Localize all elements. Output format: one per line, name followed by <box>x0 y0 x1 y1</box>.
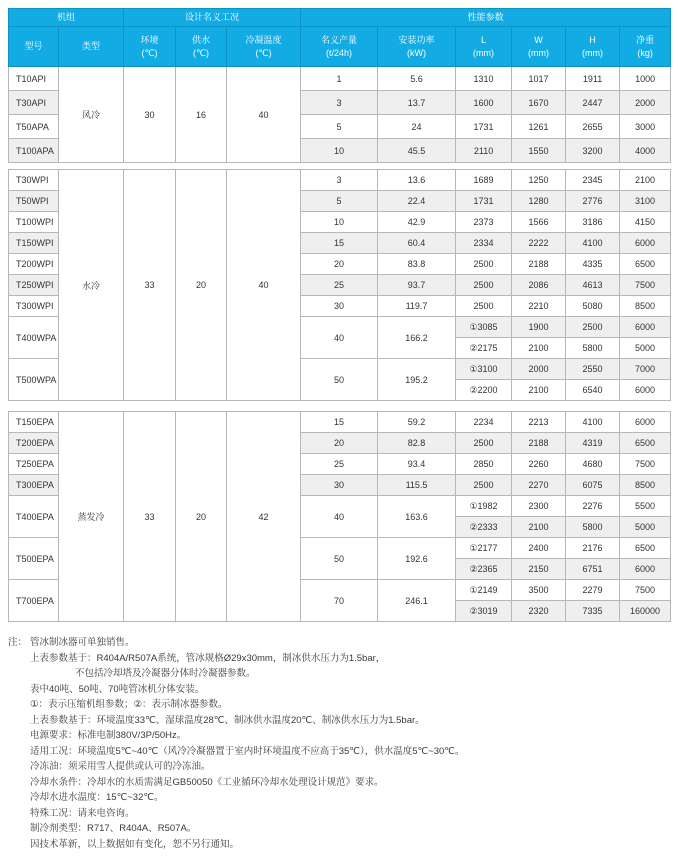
cell-net-weight: 7500 <box>620 454 671 475</box>
cell-ambient-temp: 33 <box>124 412 176 622</box>
cell-length: ②2175 <box>456 338 512 359</box>
cell-height: 7335 <box>566 601 620 622</box>
cell-length: 2850 <box>456 454 512 475</box>
cell-width: 2270 <box>512 475 566 496</box>
cell-power: 246.1 <box>378 580 456 622</box>
cell-power: 22.4 <box>378 191 456 212</box>
table-row <box>9 67 671 91</box>
cell-height: 5800 <box>566 338 620 359</box>
header-group-1: 设计名义工况 <box>124 9 301 27</box>
cell-supply-temp: 20 <box>176 412 227 622</box>
cell-net-weight: 4150 <box>620 212 671 233</box>
header-col-4: 冷凝温度 (℃) <box>227 27 301 67</box>
cell-model: T250EPA <box>9 454 59 475</box>
cell-width: 1670 <box>512 91 566 115</box>
cell-condensing-temp: 40 <box>227 170 301 401</box>
cell-capacity: 10 <box>301 212 378 233</box>
cell-capacity: 15 <box>301 233 378 254</box>
cell-width: 1261 <box>512 115 566 139</box>
cell-model: T100WPI <box>9 212 59 233</box>
cell-power: 163.6 <box>378 496 456 538</box>
cell-width: 1280 <box>512 191 566 212</box>
cell-capacity: 30 <box>301 296 378 317</box>
note-line-4: 表中40吨、50吨、70吨管冰机分体安装。 <box>30 683 205 695</box>
cell-net-weight: 8500 <box>620 475 671 496</box>
cell-net-weight: 6500 <box>620 538 671 559</box>
cell-height: 3200 <box>566 139 620 163</box>
cell-power: 93.4 <box>378 454 456 475</box>
note-line-9: 冷冻油：须采用雪人提供或认可的冷冻油。 <box>30 761 211 772</box>
cell-height: 2276 <box>566 496 620 517</box>
cell-capacity: 15 <box>301 412 378 433</box>
spec-table-block-0 <box>8 8 671 163</box>
cell-power: 115.5 <box>378 475 456 496</box>
header-col-5: 名义产量 (t/24h) <box>301 27 378 67</box>
cell-length: 1731 <box>456 115 512 139</box>
note-line-13: 制冷剂类型：R717、R404A、R507A。 <box>30 823 197 834</box>
cell-net-weight: 7500 <box>620 580 671 601</box>
cell-net-weight: 6000 <box>620 559 671 580</box>
cell-capacity: 25 <box>301 275 378 296</box>
cell-type: 水冷 <box>59 170 124 401</box>
cell-model: T150WPI <box>9 233 59 254</box>
cell-capacity: 50 <box>301 538 378 580</box>
cell-power: 13.6 <box>378 170 456 191</box>
cell-width: 2210 <box>512 296 566 317</box>
cell-width: 1900 <box>512 317 566 338</box>
note-line-7: 电源要求：标准电制380V/3P/50Hz。 <box>30 730 187 741</box>
cell-model: T50APA <box>9 115 59 139</box>
cell-ambient-temp: 33 <box>124 170 176 401</box>
cell-power: 13.7 <box>378 91 456 115</box>
cell-capacity: 10 <box>301 139 378 163</box>
cell-power: 82.8 <box>378 433 456 454</box>
table-row <box>9 170 671 191</box>
cell-width: 2188 <box>512 254 566 275</box>
cell-capacity: 50 <box>301 359 378 401</box>
header-col-1: 类型 <box>59 27 124 67</box>
cell-capacity: 5 <box>301 191 378 212</box>
note-line-14: 因技术革新，以上数据如有变化，恕不另行通知。 <box>30 838 240 850</box>
cell-power: 166.2 <box>378 317 456 359</box>
cell-net-weight: 6500 <box>620 433 671 454</box>
cell-net-weight: 6000 <box>620 412 671 433</box>
cell-height: 2279 <box>566 580 620 601</box>
header-col-3: 供水 (℃) <box>176 27 227 67</box>
cell-power: 59.2 <box>378 412 456 433</box>
cell-width: 2400 <box>512 538 566 559</box>
note-line-5: ①：表示压缩机组参数；②：表示制冰器参数。 <box>30 699 228 710</box>
cell-capacity: 40 <box>301 317 378 359</box>
cell-power: 93.7 <box>378 275 456 296</box>
cell-height: 6540 <box>566 380 620 401</box>
cell-length: 2373 <box>456 212 512 233</box>
cell-length: ②2365 <box>456 559 512 580</box>
cell-net-weight: 8500 <box>620 296 671 317</box>
cell-model: T400EPA <box>9 496 59 538</box>
cell-length: 2500 <box>456 275 512 296</box>
cell-capacity: 20 <box>301 433 378 454</box>
cell-height: 4100 <box>566 233 620 254</box>
cell-power: 60.4 <box>378 233 456 254</box>
cell-capacity: 3 <box>301 170 378 191</box>
cell-model: T100APA <box>9 139 59 163</box>
cell-net-weight: 5500 <box>620 496 671 517</box>
cell-height: 2176 <box>566 538 620 559</box>
cell-net-weight: 7500 <box>620 275 671 296</box>
cell-net-weight: 6000 <box>620 317 671 338</box>
cell-net-weight: 6000 <box>620 233 671 254</box>
cell-length: ①1982 <box>456 496 512 517</box>
cell-capacity: 40 <box>301 496 378 538</box>
cell-capacity: 30 <box>301 475 378 496</box>
note-line-12: 特殊工况：请来电咨询。 <box>30 807 135 819</box>
note-line-11: 冷却水进水温度：15℃~32℃。 <box>30 792 164 803</box>
cell-net-weight: 3100 <box>620 191 671 212</box>
cell-model: T10API <box>9 67 59 91</box>
header-col-6: 安装功率 (kW) <box>378 27 456 67</box>
cell-height: 1911 <box>566 67 620 91</box>
cell-net-weight: 1000 <box>620 67 671 91</box>
cell-width: 2100 <box>512 380 566 401</box>
note-line-6: 上表参数基于：环境温度33℃、湿球温度28℃、制冰供水温度20℃、制冰供水压力为1.5bar。 <box>30 714 425 726</box>
header-col-8: W (mm) <box>512 27 566 67</box>
cell-height: 4335 <box>566 254 620 275</box>
cell-model: T200WPI <box>9 254 59 275</box>
note-line-8: 适用工况：环境温度5℃~40℃（风冷冷凝器置于室内时环境温度不应高于35℃），供水温度5℃~30℃。 <box>30 745 465 757</box>
cell-net-weight: 5000 <box>620 338 671 359</box>
cell-height: 4319 <box>566 433 620 454</box>
cell-model: T300WPI <box>9 296 59 317</box>
cell-width: 2100 <box>512 517 566 538</box>
cell-model: T150EPA <box>9 412 59 433</box>
spec-table-block-2 <box>8 411 671 622</box>
cell-width: 3500 <box>512 580 566 601</box>
cell-power: 83.8 <box>378 254 456 275</box>
cell-width: 2320 <box>512 601 566 622</box>
notes-section <box>8 635 670 852</box>
cell-height: 5800 <box>566 517 620 538</box>
cell-ambient-temp: 30 <box>124 67 176 163</box>
cell-length: ①3100 <box>456 359 512 380</box>
cell-length: 2500 <box>456 475 512 496</box>
note-line-1: 管冰制冰器可单独销售。 <box>30 637 135 648</box>
note-line-10: 冷却水条件：冷却水的水质需满足GB50050《工业循环冷却水处理设计规范》要求。 <box>30 776 384 788</box>
notes-label: 注： <box>8 637 28 648</box>
cell-width: 1250 <box>512 170 566 191</box>
cell-model: T30API <box>9 91 59 115</box>
cell-length: 2110 <box>456 139 512 163</box>
header-group-row <box>9 9 671 27</box>
cell-model: T500EPA <box>9 538 59 580</box>
cell-length: ①2149 <box>456 580 512 601</box>
cell-length: ②2333 <box>456 517 512 538</box>
cell-width: 2222 <box>512 233 566 254</box>
cell-length: ②3019 <box>456 601 512 622</box>
cell-power: 195.2 <box>378 359 456 401</box>
cell-type: 蒸发冷 <box>59 412 124 622</box>
header-col-10: 净重 (kg) <box>620 27 671 67</box>
header-group-2: 性能参数 <box>301 9 671 27</box>
cell-capacity: 20 <box>301 254 378 275</box>
cell-model: T30WPI <box>9 170 59 191</box>
table-row <box>9 412 671 433</box>
cell-condensing-temp: 40 <box>227 67 301 163</box>
spec-tables <box>8 8 670 622</box>
cell-height: 2447 <box>566 91 620 115</box>
cell-width: 2188 <box>512 433 566 454</box>
cell-width: 2300 <box>512 496 566 517</box>
cell-length: 2500 <box>456 433 512 454</box>
cell-height: 2655 <box>566 115 620 139</box>
cell-length: 2234 <box>456 412 512 433</box>
cell-width: 2213 <box>512 412 566 433</box>
cell-power: 45.5 <box>378 139 456 163</box>
cell-length: ①3085 <box>456 317 512 338</box>
cell-power: 192.6 <box>378 538 456 580</box>
cell-width: 2000 <box>512 359 566 380</box>
cell-length: 2500 <box>456 254 512 275</box>
cell-type: 风冷 <box>59 67 124 163</box>
note-line-3: 不包括冷却塔及冷凝器分体时冷凝器参数。 <box>75 668 256 679</box>
spec-table-block-1 <box>8 169 671 401</box>
header-col-9: H (mm) <box>566 27 620 67</box>
notes-lines <box>8 635 670 852</box>
cell-length: ①2177 <box>456 538 512 559</box>
cell-width: 1550 <box>512 139 566 163</box>
cell-length: 1600 <box>456 91 512 115</box>
cell-width: 1566 <box>512 212 566 233</box>
cell-power: 42.9 <box>378 212 456 233</box>
cell-model: T700EPA <box>9 580 59 622</box>
cell-height: 4613 <box>566 275 620 296</box>
header-col-0: 型号 <box>9 27 59 67</box>
cell-net-weight: 7000 <box>620 359 671 380</box>
cell-width: 1017 <box>512 67 566 91</box>
cell-capacity: 3 <box>301 91 378 115</box>
cell-length: 2500 <box>456 296 512 317</box>
cell-model: T400WPA <box>9 317 59 359</box>
cell-length: ②2200 <box>456 380 512 401</box>
cell-length: 1689 <box>456 170 512 191</box>
cell-model: T50WPI <box>9 191 59 212</box>
cell-net-weight: 6000 <box>620 380 671 401</box>
cell-supply-temp: 16 <box>176 67 227 163</box>
note-line-2: 上表参数基于：R404A/R507A系统，管冰规格Ø29x30mm，制冰供水压力为1.5bar， <box>30 652 386 664</box>
header-group-0: 机组 <box>9 9 124 27</box>
cell-model: T500WPA <box>9 359 59 401</box>
cell-net-weight: 5000 <box>620 517 671 538</box>
cell-net-weight: 3000 <box>620 115 671 139</box>
cell-length: 1310 <box>456 67 512 91</box>
cell-height: 2776 <box>566 191 620 212</box>
cell-supply-temp: 20 <box>176 170 227 401</box>
cell-net-weight: 4000 <box>620 139 671 163</box>
cell-model: T250WPI <box>9 275 59 296</box>
cell-capacity: 5 <box>301 115 378 139</box>
cell-height: 4680 <box>566 454 620 475</box>
cell-capacity: 70 <box>301 580 378 622</box>
cell-height: 4100 <box>566 412 620 433</box>
header-col-2: 环境 (℃) <box>124 27 176 67</box>
header-column-row <box>9 27 671 67</box>
cell-net-weight: 160000 <box>620 601 671 622</box>
cell-height: 2500 <box>566 317 620 338</box>
cell-net-weight: 2000 <box>620 91 671 115</box>
cell-height: 3186 <box>566 212 620 233</box>
header-col-7: L (mm) <box>456 27 512 67</box>
cell-width: 2150 <box>512 559 566 580</box>
cell-height: 2550 <box>566 359 620 380</box>
cell-model: T300EPA <box>9 475 59 496</box>
cell-power: 119.7 <box>378 296 456 317</box>
cell-length: 2334 <box>456 233 512 254</box>
cell-capacity: 25 <box>301 454 378 475</box>
cell-height: 6751 <box>566 559 620 580</box>
cell-width: 2260 <box>512 454 566 475</box>
cell-power: 24 <box>378 115 456 139</box>
cell-length: 1731 <box>456 191 512 212</box>
cell-width: 2100 <box>512 338 566 359</box>
cell-width: 2086 <box>512 275 566 296</box>
cell-net-weight: 6500 <box>620 254 671 275</box>
cell-net-weight: 2100 <box>620 170 671 191</box>
cell-height: 5080 <box>566 296 620 317</box>
cell-power: 5.6 <box>378 67 456 91</box>
cell-condensing-temp: 42 <box>227 412 301 622</box>
cell-height: 6075 <box>566 475 620 496</box>
cell-height: 2345 <box>566 170 620 191</box>
cell-capacity: 1 <box>301 67 378 91</box>
cell-model: T200EPA <box>9 433 59 454</box>
